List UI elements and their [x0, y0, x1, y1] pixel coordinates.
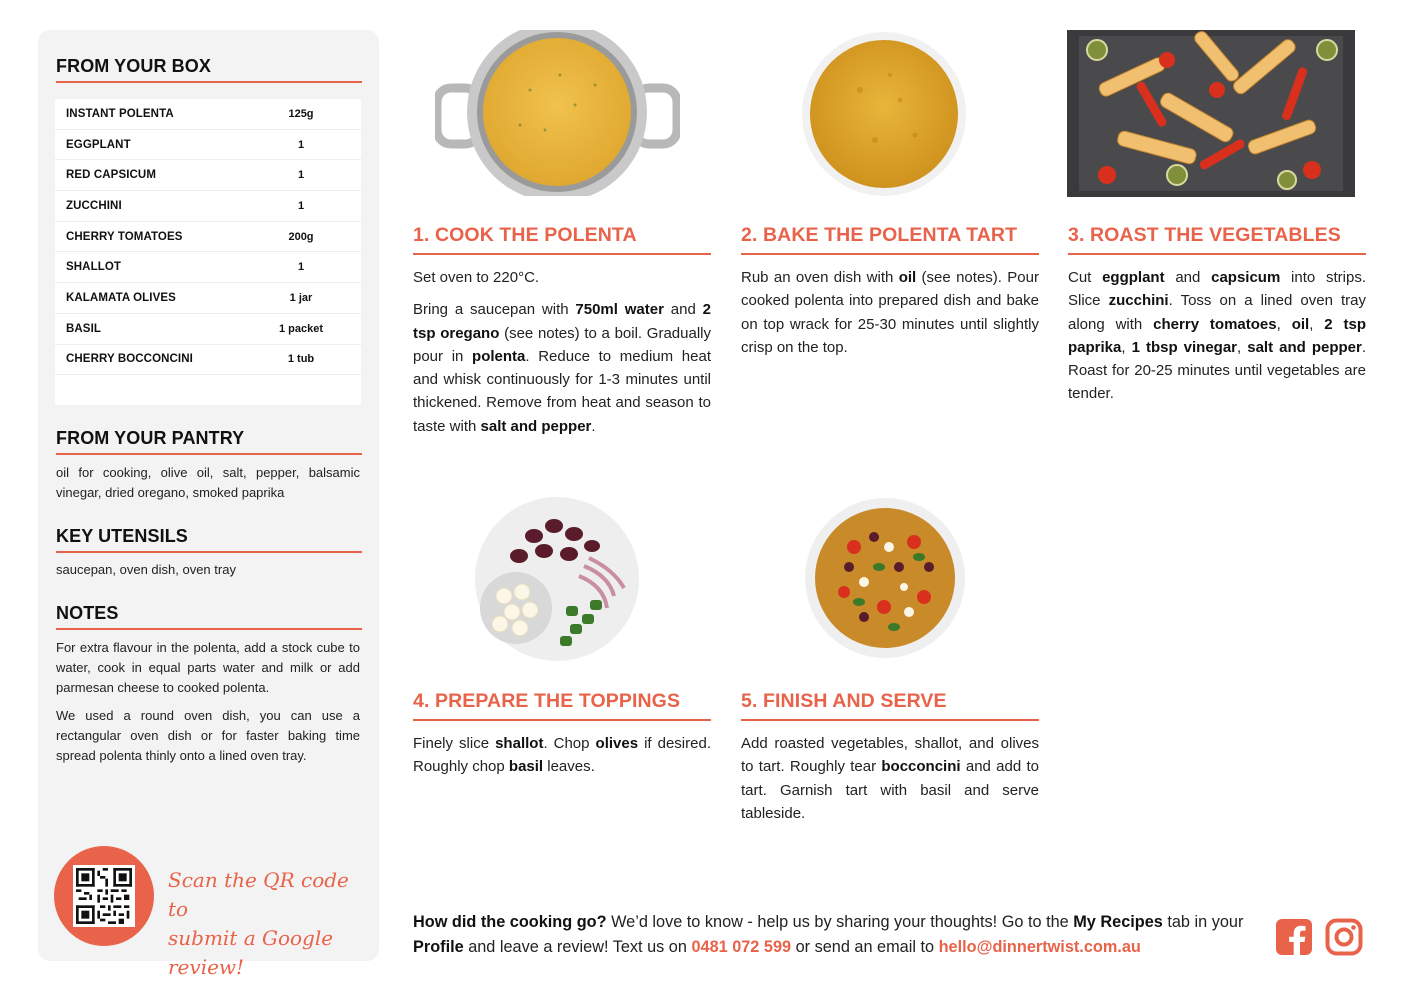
ingredient-quantity: 1: [297, 138, 305, 151]
ingredient-quantity: 1: [297, 169, 305, 182]
instruction-text: . Chop: [543, 735, 596, 752]
footer-text-segment: We’d love to know - help us by sharing your thoughts! Go to the: [606, 913, 1074, 931]
ingredient-highlight: eggplant: [1102, 269, 1165, 286]
ingredient-row: [55, 252, 361, 283]
finished-tart-photo: [804, 497, 966, 659]
instruction-text: if desired. Roughly chop: [413, 735, 711, 776]
from-your-pantry-heading: FROM YOUR PANTRY: [56, 428, 245, 448]
step-4-text: [413, 732, 711, 788]
ingredient-name: SHALLOT: [66, 261, 121, 274]
ingredient-quantity: 1 packet: [278, 322, 324, 335]
qr-cta-line: Scan the QR code to: [168, 868, 349, 921]
ingredient-name: RED CAPSICUM: [66, 169, 157, 182]
instruction-text: and add to tart. Garnish tart with basil and serve tableside.: [741, 758, 1039, 822]
ingredient-highlight: salt and pepper: [1247, 338, 1362, 356]
ingredient-highlight: cherry tomatoes: [1153, 315, 1277, 333]
step-5-text: [741, 732, 1039, 834]
instruction-text: . Toss on a lined oven tray along with: [1068, 292, 1367, 333]
instruction-text: ,: [1237, 338, 1248, 356]
step-paragraph: [1068, 266, 1366, 406]
ingredient-row: [55, 283, 361, 314]
instruction-text: Finely slice: [413, 735, 496, 752]
ingredient-highlight: 2 tsp oregano: [413, 301, 711, 342]
footer-bold-text: Profile: [413, 938, 464, 956]
step-paragraph: [413, 298, 711, 438]
step-1-title: 1. COOK THE POLENTA: [413, 224, 637, 246]
saucepan-polenta-photo: [435, 30, 680, 198]
ingredient-highlight: shallot: [495, 735, 544, 752]
ingredient-highlight: 750ml water: [575, 301, 664, 319]
ingredient-row: [55, 222, 361, 253]
ingredient-highlight: bocconcini: [881, 758, 961, 776]
ingredients-sidebar: [38, 30, 379, 979]
instagram-icon[interactable]: [1325, 918, 1363, 956]
ingredient-highlight: 1 tbsp vinegar: [1131, 338, 1238, 356]
ingredient-quantity: 1: [297, 199, 305, 212]
contact-link[interactable]: 0481 072 599: [691, 938, 792, 956]
ingredient-name: CHERRY TOMATOES: [66, 230, 183, 243]
divider: [56, 81, 362, 83]
toppings-plate-photo: [474, 496, 640, 662]
instruction-text: and: [1164, 269, 1212, 286]
step-4-title: 4. PREPARE THE TOPPINGS: [413, 690, 681, 712]
step-3-text: [1068, 266, 1366, 415]
instruction-text: (see notes) to a boil. Gradually pour in: [413, 324, 711, 365]
contact-link[interactable]: hello@dinnertwist.com.au: [938, 938, 1141, 956]
from-your-box-heading: FROM YOUR BOX: [56, 56, 211, 76]
step-paragraph: [741, 266, 1039, 359]
ingredient-name: KALAMATA OLIVES: [66, 291, 176, 304]
note-paragraph: For extra flavour in the polenta, add a stock cube to water, cook in equal parts water and milk or add parmesan cheese to cooked polenta.: [56, 640, 360, 695]
qr-badge[interactable]: [54, 846, 154, 946]
notes-heading: NOTES: [56, 603, 119, 623]
step-paragraph: [741, 732, 1039, 825]
step-paragraph: [413, 732, 711, 779]
instruction-text: .: [591, 417, 596, 435]
ingredient-row: [55, 160, 361, 191]
ingredient-highlight: capsicum: [1211, 269, 1281, 286]
ingredient-quantity: 1 jar: [289, 291, 313, 304]
ingredient-row: [55, 99, 361, 130]
ingredient-name: CHERRY BOCCONCINI: [66, 353, 193, 366]
ingredient-row: [55, 191, 361, 222]
step-2-title: 2. BAKE THE POLENTA TART: [741, 224, 1018, 246]
ingredient-quantity: 1 tub: [287, 353, 315, 366]
step-1-text: [413, 266, 711, 447]
note-paragraph: We used a round oven dish, you can use a rectangular oven dish or for faster baking time spread polenta thinly onto a lined oven tray.: [56, 708, 360, 763]
divider: [741, 719, 1039, 721]
instruction-text: Rub an oven dish with: [741, 269, 899, 286]
footer-text-segment: or send an email to: [791, 938, 939, 956]
step-3-title: 3. ROAST THE VEGETABLES: [1068, 224, 1341, 246]
ingredient-row: [55, 314, 361, 345]
ingredient-row: [55, 130, 361, 161]
instruction-text: . Reduce to medium heat and whisk continuously for 1-3 minutes until thickened. Remove from heat and season to taste with: [413, 347, 711, 435]
instruction-text: and: [663, 301, 703, 319]
instruction-text: ,: [1276, 315, 1292, 333]
utensils-text: saucepan, oven dish, oven tray: [56, 562, 236, 577]
ingredient-highlight: salt and pepper: [480, 417, 592, 435]
divider: [413, 253, 711, 255]
ingredient-highlight: zucchini: [1108, 292, 1169, 310]
baked-polenta-tart-photo: [800, 30, 970, 198]
qr-code-icon: [76, 868, 132, 924]
ingredient-highlight: 2 tsp paprika: [1068, 315, 1366, 356]
box-ingredients-table: [55, 99, 361, 405]
footer-text-segment: and leave a review! Text us on: [463, 938, 692, 956]
ingredient-quantity: 125g: [288, 107, 314, 120]
instruction-text: leaves.: [543, 758, 595, 776]
step-5-title: 5. FINISH AND SERVE: [741, 690, 947, 712]
step-2-text: [741, 266, 1039, 368]
instruction-text: . Roast for 20-25 minutes until vegetables are tender.: [1068, 338, 1367, 403]
ingredient-quantity: 200g: [288, 230, 314, 243]
qr-call-to-action: [168, 866, 368, 982]
instruction-text: Bring a saucepan with: [413, 301, 576, 319]
footer-text-segment: tab in your: [1162, 913, 1244, 931]
instruction-text: Cut: [1068, 269, 1103, 286]
ingredient-highlight: polenta: [472, 347, 526, 365]
divider: [413, 719, 711, 721]
instruction-text: ,: [1309, 315, 1325, 333]
feedback-footer: [413, 910, 1263, 960]
instruction-text: Set oven to 220°C.: [413, 269, 540, 286]
ingredient-highlight: oil: [1291, 315, 1310, 333]
ingredient-name: EGGPLANT: [66, 138, 131, 151]
instruction-text: Add roasted vegetables, shallot, and olives to tart. Roughly tear: [741, 735, 1039, 776]
instruction-text: ,: [1121, 338, 1132, 356]
ingredient-quantity: 1: [297, 261, 305, 274]
ingredient-highlight: basil: [508, 758, 544, 776]
footer-bold-text: How did the cooking go?: [413, 913, 607, 931]
pantry-text: oil for cooking, olive oil, salt, pepper, balsamic vinegar, dried oregano, smoked paprika: [56, 465, 360, 500]
qr-cta-line: submit a Google review!: [168, 926, 334, 979]
facebook-icon[interactable]: [1275, 918, 1313, 956]
divider: [56, 551, 362, 553]
ingredient-name: BASIL: [66, 322, 101, 335]
divider: [56, 628, 362, 630]
ingredient-highlight: olives: [595, 735, 639, 752]
roasted-vegetables-tray-photo: [1067, 30, 1355, 197]
footer-bold-text: My Recipes: [1073, 913, 1163, 931]
divider: [56, 453, 362, 455]
divider: [1068, 253, 1366, 255]
ingredient-name: ZUCCHINI: [66, 199, 122, 212]
instruction-text: into strips. Slice: [1068, 269, 1366, 310]
ingredient-row: [55, 345, 361, 376]
ingredient-name: INSTANT POLENTA: [66, 107, 174, 120]
key-utensils-heading: KEY UTENSILS: [56, 526, 188, 546]
step-paragraph: [413, 266, 711, 289]
ingredient-highlight: oil: [898, 269, 917, 286]
instruction-text: (see notes). Pour cooked polenta into prepared dish and bake on top wrack for 25-30 minutes until slightly crisp on the top.: [741, 269, 1039, 356]
divider: [741, 253, 1039, 255]
